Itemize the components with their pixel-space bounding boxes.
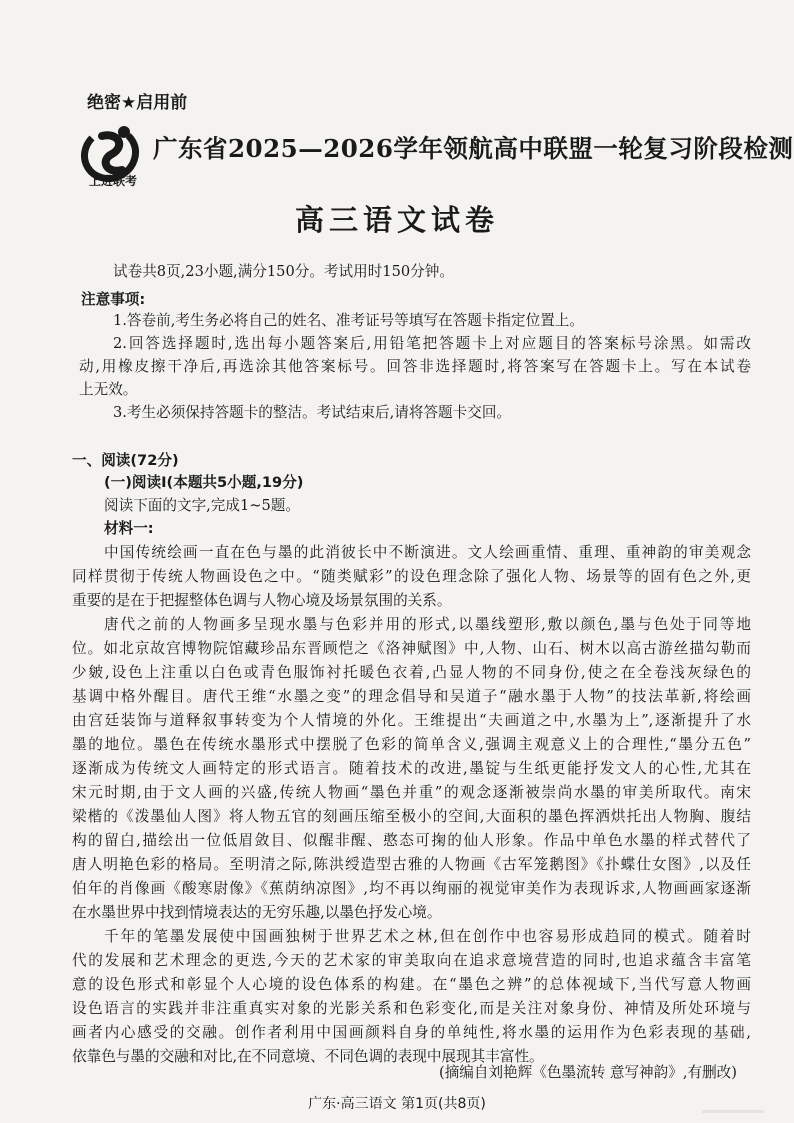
body-line: 代的发展和艺术理念的更迭,今天的艺术家的审美取向在追求意境营造的同时,也追求蕴含丰富笔 xyxy=(72,952,751,969)
logo-text: 上进联考 xyxy=(88,174,137,188)
notice-line: 2.回答选择题时,选出每小题答案后,用铅笔把答题卡上对应题目的答案标号涂黑。如需改 xyxy=(113,335,751,352)
body-line: 墨的地位。墨色在传统水墨形式中摆脱了色彩的简单含义,强调主观意义上的合理性,“墨分五色” xyxy=(72,736,751,753)
body-line: 千年的笔墨发展使中国画独树于世界艺术之林,但在创作中也容易形成趋同的模式。随着时 xyxy=(104,928,751,945)
body-line: 位。如北京故宫博物院馆藏珍品东晋顾恺之《洛神赋图》中,人物、山石、树木以高古游丝描勾勒而 xyxy=(72,640,751,657)
body-line: 依靠色与墨的交融和对比,在不同意境、不同色调的表现中展现其丰富性。 xyxy=(72,1048,544,1065)
body-line: 宋元时期,由于文人画的兴盛,传统人物画“墨色并重”的观念逐渐被崇尚水墨的审美所取代。南宋 xyxy=(72,784,751,801)
body-line: 同样贯彻于传统人物画设色之中。“随类赋彩”的设色理念除了强化人物、场景等的固有色之外,更 xyxy=(72,568,751,585)
body-line: 重要的是在于把握整体色调与人物心境及场景氛围的关系。 xyxy=(72,592,452,609)
body-line: 唐代之前的人物画多呈现水墨与色彩并用的形式,以墨线塑形,敷以颜色,墨与色处于同等地 xyxy=(104,616,751,633)
body-line: 画者内心感受的交融。创作者利用中国画颜料自身的单纯性,将水墨的运用作为色彩表现的基础, xyxy=(72,1024,751,1041)
notice-line: 1.答卷前,考生务必将自己的姓名、准考证号等填写在答题卡指定位置上。 xyxy=(113,312,584,329)
notice-line: 上无效。 xyxy=(79,381,138,398)
body-line: 中国传统绘画一直在色与墨的此消彼长中不断演进。文人绘画重情、重理、重神韵的审美观念 xyxy=(104,544,751,561)
scan-mark xyxy=(702,1110,764,1113)
section-title: 一、阅读(72分) xyxy=(72,452,179,469)
exam-title: 高三语文试卷 xyxy=(294,203,499,237)
body-line: 设色语言的实践并非注重真实对象的光影关系和色彩变化,而是关注对象身份、神情及所处环境与 xyxy=(72,1000,751,1017)
body-line: 构的留白,描绘出一位低眉敛目、似醒非醒、憨态可掬的仙人形象。作品中单色水墨的样式替代了 xyxy=(72,832,751,849)
source-citation: (摘编自刘艳辉《色墨流转 意写神韵》,有删改) xyxy=(439,1064,737,1081)
notice-line: 动,用橡皮擦干净后,再选涂其他答案标号。回答非选择题时,将答案写在答题卡上。写在本试卷 xyxy=(79,358,751,375)
instruction: 阅读下面的文字,完成1~5题。 xyxy=(104,497,300,514)
body-line: 梁楷的《泼墨仙人图》将人物五官的刻画压缩至极小的空间,大面积的墨色挥洒烘托出人物胸、腹结 xyxy=(72,808,751,825)
body-line: 在水墨世界中找到情境表达的无穷乐趣,以墨色抒发心境。 xyxy=(72,904,442,921)
notice-heading: 注意事项: xyxy=(81,291,146,308)
body-line: 由宫廷装饰与道释叙事转变为个人情境的外化。王维提出“夫画道之中,水墨为上”,逐渐提升了水 xyxy=(72,712,751,729)
exam-info: 试卷共8页,23小题,满分150分。考试用时150分钟。 xyxy=(113,263,454,280)
body-line: 少皴,设色上注重以白色或青色服饰衬托暖色衣着,凸显人物的不同身份,使之在全卷浅灰绿色的 xyxy=(72,664,751,681)
material-label: 材料一: xyxy=(104,520,154,537)
exam-organization-title: 广东省2025—2026学年领航高中联盟一轮复习阶段检测 xyxy=(153,134,794,163)
body-line: 基调中格外醒目。唐代王维“水墨之变”的理念倡导和吴道子“融水墨于人物”的技法革新,将绘画 xyxy=(72,688,751,705)
body-line: 唐人明艳色彩的格局。至明清之际,陈洪绶造型古雅的人物画《古军笼鹅图》《扑蝶仕女图》,以及任 xyxy=(72,856,751,873)
body-line: 意的设色形式和彰显个人心境的设色体系的构建。在“墨色之辨”的总体视域下,当代写意人物画 xyxy=(72,976,751,993)
body-line: 逐渐成为传统文人画特定的形式语言。随着技术的改进,墨锭与生纸更能抒发文人的心性,尤其在 xyxy=(72,760,751,777)
subsection-title: (一)阅读Ⅰ(本题共5小题,19分) xyxy=(104,474,304,491)
page-footer: 广东·高三语文 第1页(共8页) xyxy=(308,1096,486,1112)
notice-line: 3.考生必须保持答题卡的整洁。考试结束后,请将答题卡交回。 xyxy=(113,404,512,421)
body-line: 伯年的肖像画《酸寒尉像》《蕉荫纳凉图》,均不再以绚丽的视觉审美作为表现诉求,人物画画家逐渐 xyxy=(72,880,751,897)
confidential-label: 绝密★启用前 xyxy=(87,93,188,113)
